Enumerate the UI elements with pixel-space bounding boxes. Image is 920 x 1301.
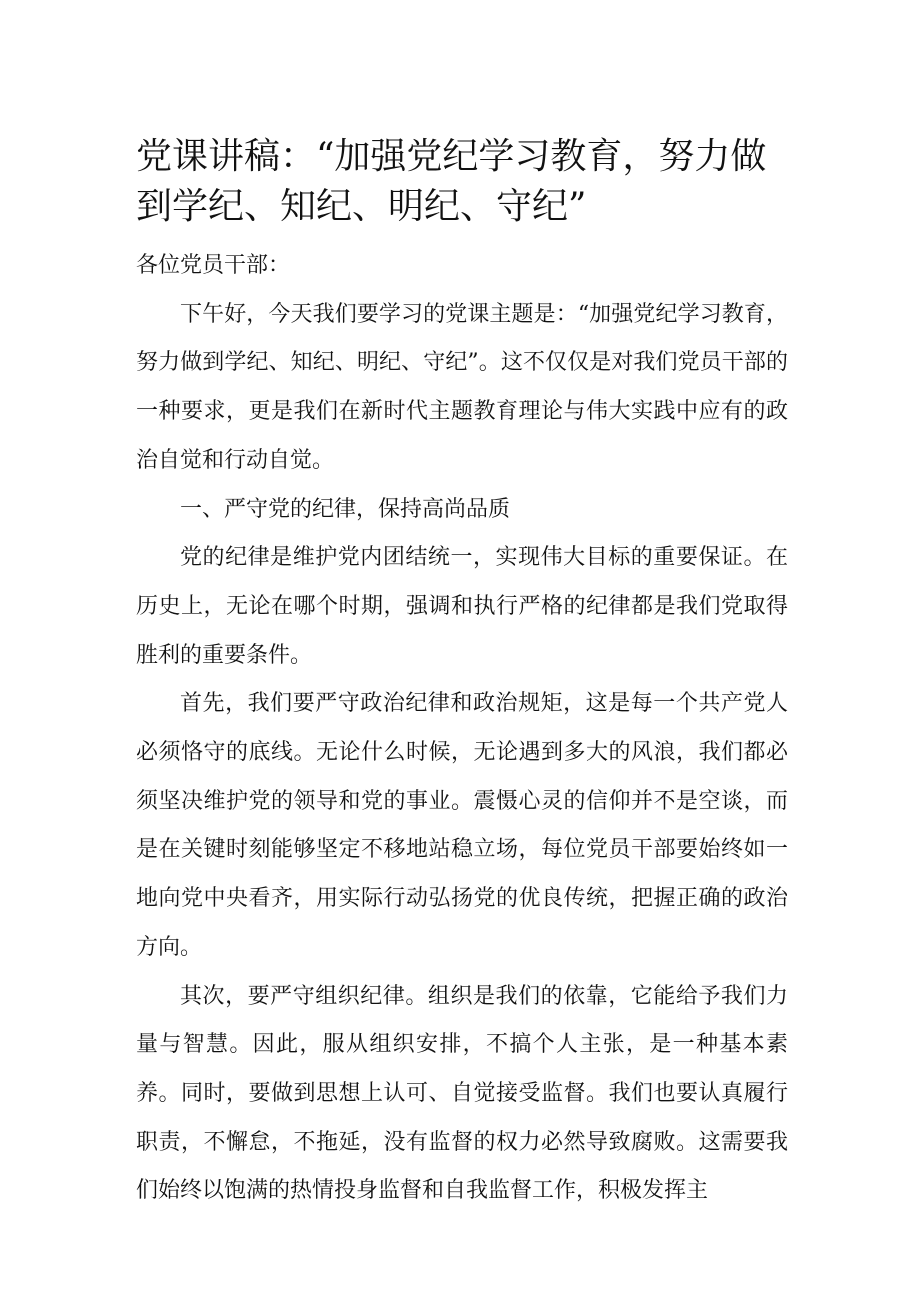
paragraph-greeting: 下午好，今天我们要学习的党课主题是：“加强党纪学习教育，努力做到学纪、知纪、明纪、守纪”。这不仅仅是对我们党员干部的一种要求，更是我们在新时代主题教育理论与伟大实践中应有的政治自觉和行动自觉。 xyxy=(136,301,788,473)
salutation: 各位党员干部： xyxy=(136,253,291,278)
document-body xyxy=(136,242,788,1216)
paragraph-political-discipline: 首先，我们要严守政治纪律和政治规矩，这是每一个共产党人必须恪守的底线。无论什么时候，无论遇到多大的风浪，我们都必须坚决维护党的领导和党的事业。震慑心灵的信仰并不是空谈，而是在关键时刻能够坚定不移地站稳立场，每位党员干部要始终如一地向党中央看齐，用实际行动弘扬党的优良传统，把握正确的政治方向。 xyxy=(136,691,788,960)
paragraph-discipline-importance: 党的纪律是维护党内团结统一，实现伟大目标的重要保证。在历史上，无论在哪个时期，强调和执行严格的纪律都是我们党取得胜利的重要条件。 xyxy=(136,545,788,668)
section-heading-1: 一、严守党的纪律，保持高尚品质 xyxy=(180,496,511,522)
document-title: 党课讲稿：“加强党纪学习教育，努力做到学纪、知纪、明纪、守纪” xyxy=(136,136,767,227)
paragraph-organizational-discipline: 其次，要严守组织纪律。组织是我们的依靠，它能给予我们力量与智慧。因此，服从组织安排，不搞个人主张，是一种基本素养。同时，要做到思想上认可、自觉接受监督。我们也要认真履行职责，不懈怠，不拖延，没有监督的权力必然导致腐败。这需要我们始终以饱满的热情投身监督和自我监督工作，积极发挥主 xyxy=(136,983,788,1204)
